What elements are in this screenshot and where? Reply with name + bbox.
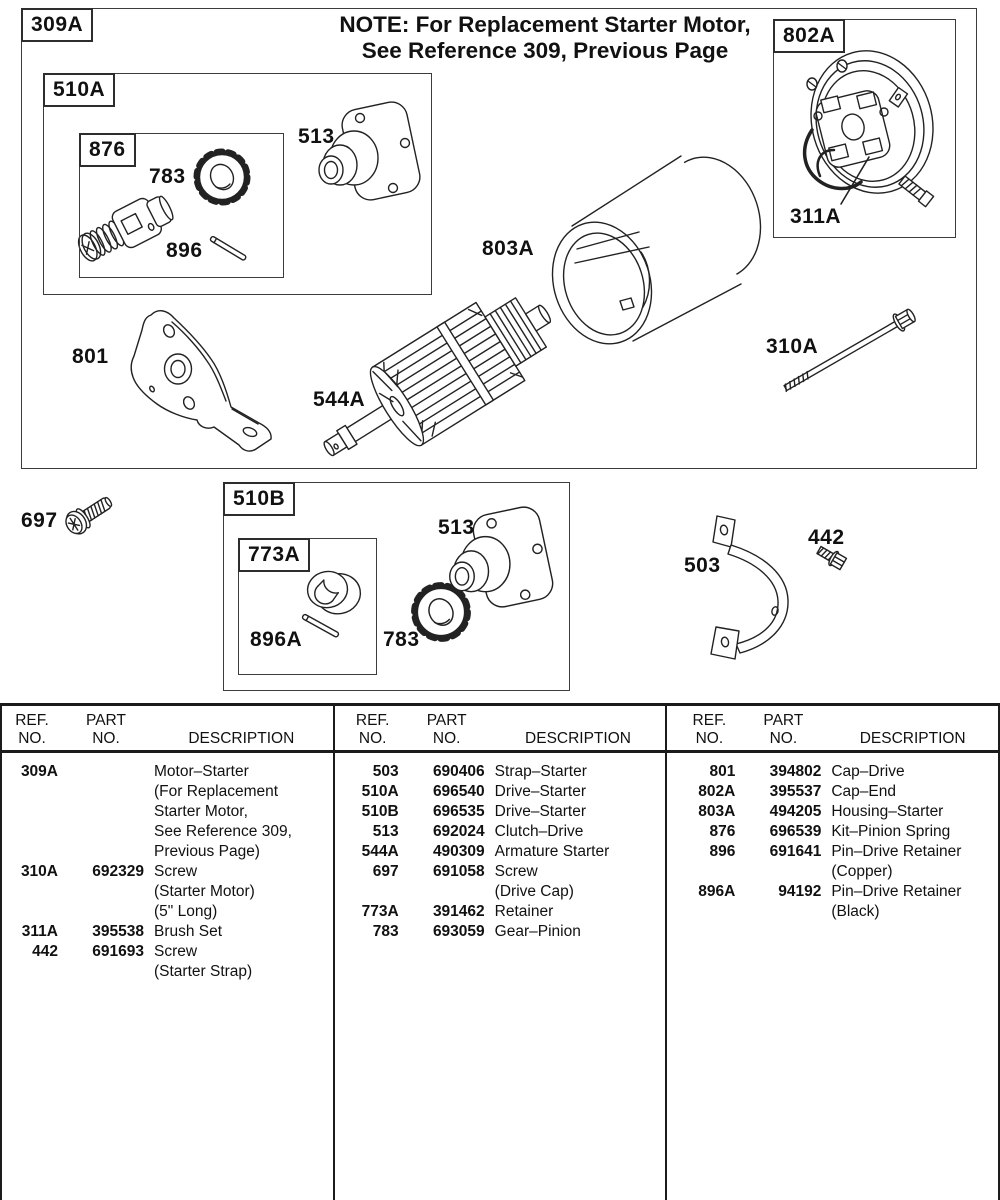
table-row xyxy=(335,862,666,882)
table-row xyxy=(2,802,333,822)
ref-no-header: REF. NO. xyxy=(355,712,390,747)
table-row xyxy=(335,822,666,842)
ref-no-cell: 510A xyxy=(361,783,399,800)
ref-no-cell: 309A xyxy=(20,763,58,780)
drive-cap-screw-drawing xyxy=(62,491,117,538)
description-cell: Screw xyxy=(154,943,198,960)
description-cell: Screw xyxy=(154,863,198,880)
callout-697: 697 xyxy=(21,509,58,532)
part-no-cell xyxy=(68,962,144,982)
callout-876: 876 xyxy=(79,133,136,167)
description-cell: Cap–Drive xyxy=(831,763,905,780)
table-row xyxy=(2,942,333,962)
part-no-cell: 490309 xyxy=(432,843,485,860)
ref-no-cell: 896 xyxy=(709,843,736,860)
description-cell: Gear–Pinion xyxy=(494,923,581,940)
description-cell: Previous Page) xyxy=(154,843,260,860)
table-row xyxy=(335,922,666,942)
description-cell: (Starter Strap) xyxy=(154,963,253,980)
table-row xyxy=(2,922,333,942)
part-no-cell: 395538 xyxy=(92,923,144,940)
callout-513-a: 513 xyxy=(298,125,335,148)
part-no-cell: 691058 xyxy=(432,863,485,880)
table-row xyxy=(667,782,998,802)
description-cell: (Copper) xyxy=(831,863,893,880)
note-line-2: See Reference 309, Previous Page xyxy=(361,38,729,63)
ref-no-cell: 773A xyxy=(361,903,399,920)
table-header xyxy=(335,706,666,753)
part-no-cell: 691641 xyxy=(769,843,822,860)
table-row xyxy=(2,782,333,802)
part-no-cell xyxy=(68,762,144,782)
callout-513-b: 513 xyxy=(438,516,475,539)
callout-544A: 544A xyxy=(313,388,366,411)
part-no-header: PART NO. xyxy=(763,712,804,747)
ref-no-cell: 442 xyxy=(32,943,58,960)
part-no-header: PART NO. xyxy=(86,712,126,747)
part-no-header: PART NO. xyxy=(426,712,467,747)
ref-no-cell xyxy=(6,842,58,862)
ref-no-cell: 802A xyxy=(698,783,736,800)
table-row xyxy=(667,842,998,862)
table-row xyxy=(667,902,998,922)
description-cell: Armature Starter xyxy=(494,843,610,860)
table-header xyxy=(667,706,998,753)
ref-no-cell xyxy=(6,902,58,922)
part-no-cell: 391462 xyxy=(432,903,485,920)
callout-803A: 803A xyxy=(482,237,535,260)
part-no-cell xyxy=(68,842,144,862)
part-no-cell xyxy=(68,782,144,802)
parts-column-3 xyxy=(665,706,998,1200)
part-no-cell: 696539 xyxy=(769,823,822,840)
description-cell: Drive–Starter xyxy=(494,803,586,820)
parts-column-2 xyxy=(333,706,666,1200)
part-no-cell: 394802 xyxy=(769,763,822,780)
description-cell: Strap–Starter xyxy=(494,763,587,780)
callout-783-b: 783 xyxy=(383,628,420,651)
part-no-cell: 693059 xyxy=(432,923,485,940)
table-row xyxy=(2,882,333,902)
part-no-cell: 696540 xyxy=(432,783,485,800)
part-no-cell xyxy=(745,902,821,922)
ref-no-cell: 876 xyxy=(709,823,736,840)
ref-no-cell: 310A xyxy=(20,863,58,880)
ref-no-cell: 896A xyxy=(698,883,736,900)
description-cell: (Drive Cap) xyxy=(494,883,574,900)
parts-column-1 xyxy=(2,706,333,1200)
ref-no-cell xyxy=(6,782,58,802)
callout-309A: 309A xyxy=(21,8,93,42)
table-header xyxy=(2,706,333,753)
part-no-cell: 691693 xyxy=(92,943,144,960)
callout-442: 442 xyxy=(808,526,845,549)
callout-510B: 510B xyxy=(223,482,295,516)
table-row xyxy=(335,882,666,902)
ref-no-header: REF. NO. xyxy=(15,712,49,747)
ref-no-header: REF. NO. xyxy=(692,712,727,747)
part-no-cell: 690406 xyxy=(432,763,485,780)
part-no-cell: 494205 xyxy=(769,803,822,820)
table-row xyxy=(2,962,333,982)
part-no-cell xyxy=(68,882,144,902)
part-no-cell xyxy=(68,902,144,922)
table-row xyxy=(667,802,998,822)
table-row xyxy=(335,842,666,862)
table-row xyxy=(667,822,998,842)
note-line-1: NOTE: For Replacement Starter Motor, xyxy=(339,12,751,37)
description-cell: Pin–Drive Retainer xyxy=(831,843,962,860)
description-cell: (Starter Motor) xyxy=(154,883,255,900)
callout-310A: 310A xyxy=(766,335,819,358)
table-row xyxy=(667,882,998,902)
part-no-cell: 692024 xyxy=(432,823,485,840)
ref-no-cell: 311A xyxy=(21,923,58,940)
description-cell: Pin–Drive Retainer xyxy=(831,883,962,900)
parts-list-table xyxy=(0,703,1000,1200)
table-row xyxy=(2,762,333,782)
table-body-1 xyxy=(2,753,333,982)
callout-896: 896 xyxy=(166,239,203,262)
table-body-3 xyxy=(667,753,998,922)
part-no-cell: 692329 xyxy=(92,863,144,880)
part-no-cell xyxy=(745,862,821,882)
description-cell: Screw xyxy=(494,863,538,880)
ref-no-cell: 513 xyxy=(372,823,399,840)
callout-896A: 896A xyxy=(250,628,303,651)
table-row xyxy=(335,762,666,782)
ref-no-cell: 697 xyxy=(372,863,399,880)
ref-no-cell: 503 xyxy=(372,763,399,780)
callout-801: 801 xyxy=(72,345,109,368)
table-row xyxy=(335,802,666,822)
replacement-note xyxy=(320,12,770,64)
ref-no-cell xyxy=(347,882,399,902)
description-cell: See Reference 309, xyxy=(154,823,292,840)
ref-no-cell: 510B xyxy=(361,803,399,820)
table-row xyxy=(2,822,333,842)
strap-starter-drawing xyxy=(711,516,788,659)
callout-802A: 802A xyxy=(773,19,845,53)
description-cell: Kit–Pinion Spring xyxy=(831,823,951,840)
part-no-cell xyxy=(68,802,144,822)
table-body-2 xyxy=(335,753,666,942)
part-no-cell xyxy=(68,822,144,842)
description-cell: (For Replacement xyxy=(154,783,279,800)
table-row xyxy=(335,782,666,802)
description-cell: Housing–Starter xyxy=(831,803,944,820)
ref-no-cell: 803A xyxy=(698,803,736,820)
ref-no-cell: 783 xyxy=(372,923,399,940)
description-cell: Drive–Starter xyxy=(494,783,586,800)
callout-773A: 773A xyxy=(238,538,310,572)
description-cell: Retainer xyxy=(494,903,554,920)
ref-no-cell: 544A xyxy=(361,843,399,860)
ref-no-cell xyxy=(6,802,58,822)
table-row xyxy=(2,842,333,862)
description-cell: Cap–End xyxy=(831,783,896,800)
ref-no-cell xyxy=(6,882,58,902)
ref-no-cell xyxy=(683,902,735,922)
description-header: DESCRIPTION xyxy=(525,730,631,747)
description-header: DESCRIPTION xyxy=(188,730,295,747)
table-row xyxy=(667,762,998,782)
ref-no-cell: 801 xyxy=(709,763,736,780)
description-cell: Starter Motor, xyxy=(154,803,248,820)
part-no-cell: 395537 xyxy=(769,783,822,800)
description-cell: (Black) xyxy=(831,903,880,920)
callout-510A: 510A xyxy=(43,73,115,107)
ref-no-cell xyxy=(6,962,58,982)
description-cell: Clutch–Drive xyxy=(494,823,584,840)
table-row xyxy=(667,862,998,882)
table-row xyxy=(2,862,333,882)
table-row xyxy=(2,902,333,922)
part-no-cell: 696535 xyxy=(432,803,485,820)
callout-783-a: 783 xyxy=(149,165,186,188)
part-no-cell: 94192 xyxy=(778,883,822,900)
ref-no-cell xyxy=(6,822,58,842)
ref-no-cell xyxy=(683,862,735,882)
table-row xyxy=(335,902,666,922)
description-cell: (5" Long) xyxy=(154,903,218,920)
callout-503: 503 xyxy=(684,554,721,577)
description-header: DESCRIPTION xyxy=(859,730,966,747)
callout-311A: 311A xyxy=(790,205,842,228)
description-cell: Motor–Starter xyxy=(154,763,249,780)
part-no-cell xyxy=(409,882,485,902)
description-cell: Brush Set xyxy=(154,923,223,940)
